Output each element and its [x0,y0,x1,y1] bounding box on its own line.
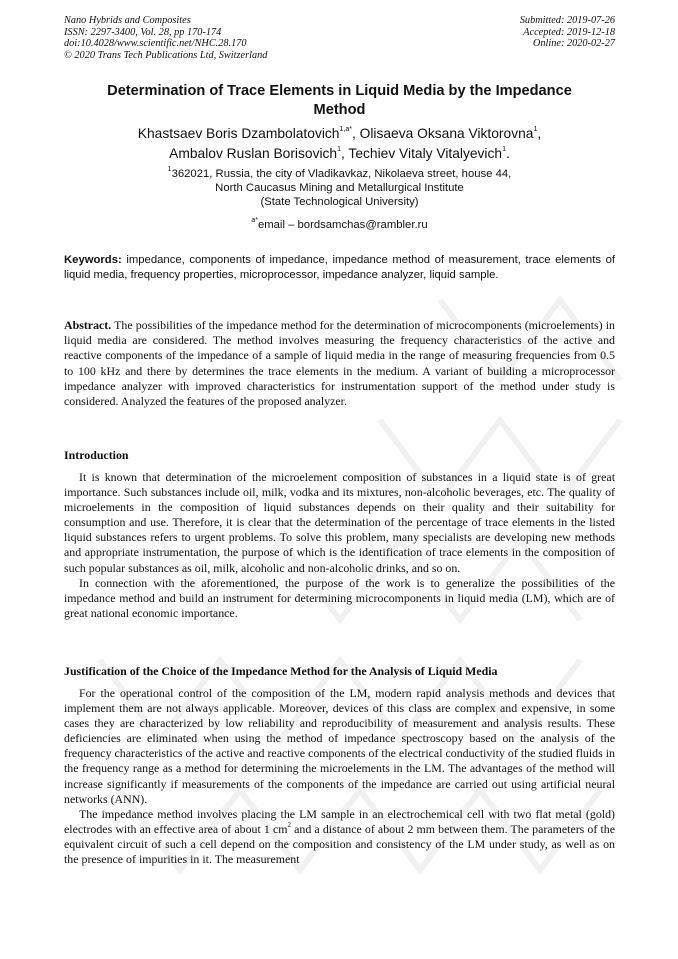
copyright-line: © 2020 Trans Tech Publications Ltd, Switzerland [64,49,268,61]
journal-info [64,15,267,61]
author-4-affil: 1 [502,145,506,153]
justification-p2-start: The impedance method involves placing the LM sample in an electrochemical cell with two flat metal (gold) electrodes with an effective area of about 1 cm [64,806,615,836]
email-text: email – bordsamchas@rambler.ru [257,219,428,231]
authors-line-1 [64,124,615,144]
abstract-label: Abstract. [64,318,112,332]
author-1-affil: 1,a* [339,126,352,134]
doi-line: doi:10.4028/www.scientific.net/NHC.28.170 [64,38,247,50]
affiliation-address: 362021, Russia, the city of Vladikavkaz, Nikolaeva street, house 44, [171,168,512,180]
justification-heading: Justification of the Choice of the Impedance Method for the Analysis of Liquid Media [64,664,498,678]
introduction-paragraph-1: It is known that determination of the microelement composition of substances in a liquid state is of great importance. Such substances include oil, milk, vodka and its mixtures, non-alcoholic beverages, etc. The quality of microelements in the composition of liquid substances depends on their quality and their suitability for consumption and use. Therefore, it is clear that the determination of the percentage of trace elements in the listed liquid substances refers to urgent problems. To solve this problem, many specialists are developing new methods and appropriate instrumentation, the purpose of which is the identification of trace elements in the composition of such popular substances as oil, milk, alcoholic and non-alcoholic drinks, and so on. [64,470,615,575]
justification-paragraph-2 [64,807,615,867]
author-3: Ambalov Ruslan Borisovich [169,145,338,161]
keywords-section [64,253,615,283]
introduction-heading: Introduction [64,448,129,462]
affiliation [64,167,615,210]
abstract-section [64,318,615,409]
email-marker: a* [251,217,258,225]
author-list [64,124,615,163]
author-2-affil: 1 [533,126,538,134]
keywords-label: Keywords: [64,254,122,266]
paper-title [64,82,615,120]
publication-dates [520,15,615,50]
title-line-1: Determination of Trace Elements in Liquid Media by the Impedance [107,83,572,99]
contact-email [64,218,615,232]
affiliation-marker: 1 [167,166,172,174]
submitted-date: Submitted: 2019-07-26 [519,15,615,26]
accepted-date: Accepted: 2019-12-18 [523,26,615,38]
justification-p2-end: and a distance of about 2 mm between them. The parameters of the equivalent circuit of such a cell depend on the composition and consistency of the LM under study, as well as on the presence of impurities in it. The measurement [64,821,615,867]
abstract-text: The possibilities of the impedance method for the determination of microcomponents (microelements) in liquid media are considered. The method involves measuring the frequency characteristics of the active and reactive components of the impedance of a sample of liquid media in the range of measuring frequencies from 0.5 to 100 kHz and there by determines the trace elements in the medium. A variant of building a microprocessor impedance analyzer with improved characteristics for instrumentation support of the method under study is considered. Analyzed the features of the proposed analyzer. [64,318,615,409]
online-date: Online: 2020-02-27 [532,38,615,50]
author-2: , Olisaeva Oksana Viktorovna [351,126,534,141]
keywords-text: impedance, components of impedance, impedance method of measurement, trace elements of liquid media, frequency properties, microprocessor, impedance analyzer, liquid sample. [64,254,615,281]
author-4: , Techiev Vitaly Vitalyevich [341,145,503,161]
affiliation-line-1 [64,167,615,181]
justification-paragraph-1: For the operational control of the composition of the LM, modern rapid analysis methods and devices that implement them are not always applicable. Moreover, devices of this class are complex and expensive, in some cases they are characterized by low reliability and reproducibility of measurement and analysis results. These deficiencies are eliminated when using the method of impedance spectroscopy based on the analysis of the frequency characteristics of the active and reactive components of the electrical conductivity of the studied fluids in the frequency range as a method for determining the microelements in the LM. The advantages of the method will increase significantly if measurements of the components of the impedance are carried out using artificial neural networks (ANN). [64,686,615,806]
author-separator: , [537,126,542,141]
journal-name: Nano Hybrids and Composites [64,15,191,26]
affiliation-line-3: (State Technological University) [260,196,419,209]
introduction-body [64,470,615,621]
title-line-2: Method [313,102,366,118]
introduction-paragraph-2: In connection with the aforementioned, the purpose of the work is to generalize the possibilities of the impedance method and build an instrument for determining microcomponents in liquid media (LM), which are of great national economic importance. [64,575,615,620]
author-end: . [505,145,510,161]
affiliation-line-2: North Caucasus Mining and Metallurgical Institute [215,182,464,195]
authors-line-2 [64,144,615,164]
area-unit-exponent: 2 [287,820,291,829]
issn-line: ISSN: 2297-3400, Vol. 28, pp 170-174 [64,26,222,38]
author-3-affil: 1 [337,145,342,153]
justification-body [64,686,615,867]
author-1: Khastsaev Boris Dzambolatovich [137,126,340,141]
